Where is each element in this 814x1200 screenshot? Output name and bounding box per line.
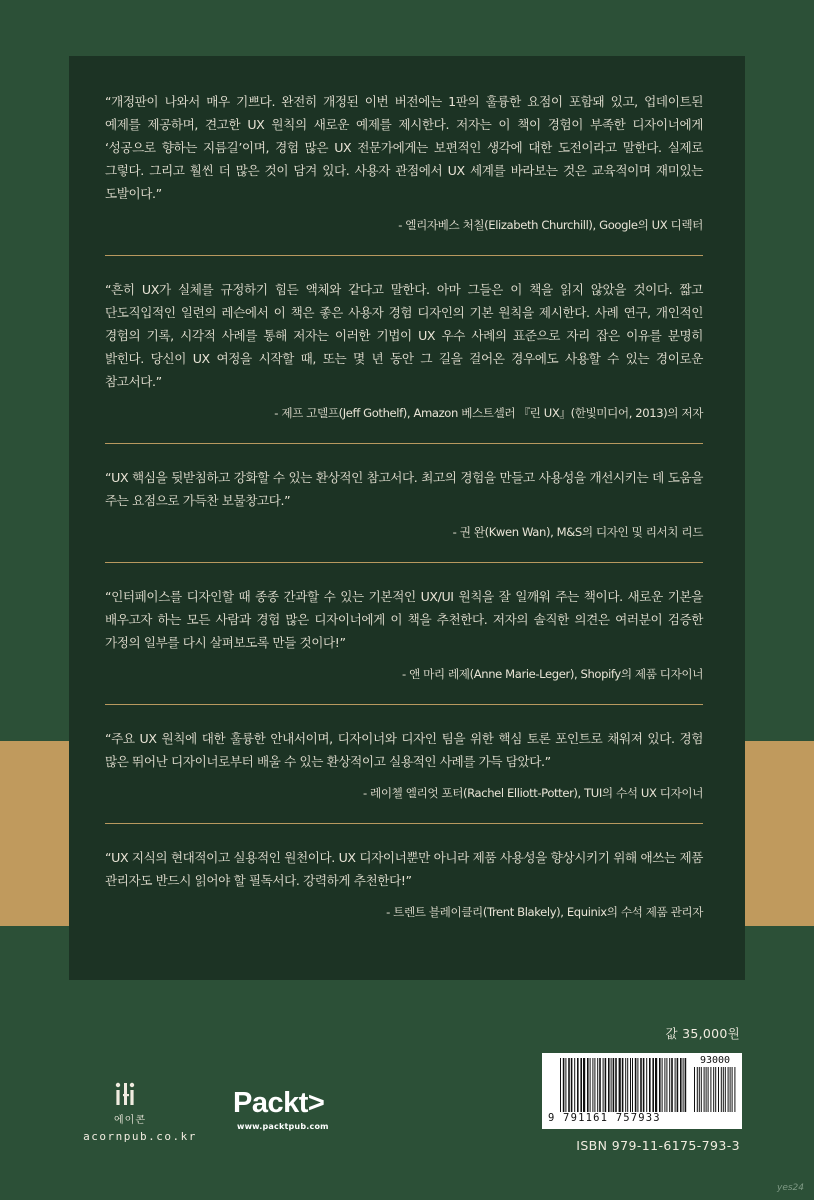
divider [105, 704, 703, 705]
acorn-url: acornpub.co.kr [83, 1130, 197, 1143]
barcode-bar [605, 1058, 607, 1112]
barcode-bar [701, 1067, 702, 1112]
packt-wordmark: Packt> [233, 1087, 325, 1119]
barcode-bar [728, 1067, 729, 1112]
barcode-bar [580, 1058, 582, 1112]
barcode-bar [721, 1067, 722, 1112]
barcode-bar [630, 1058, 631, 1112]
acorn-publishing-logo [70, 1080, 220, 1150]
review [105, 585, 703, 683]
barcode-bar [704, 1067, 705, 1112]
barcode-bar [587, 1058, 589, 1112]
barcode-bar [565, 1058, 566, 1112]
ean-barcode-bars [560, 1058, 688, 1112]
review-author: - 제프 고델프(Jeff Gothelf), Amazon 베스트셀러 『린 UX』(한빛미디어, 2013)의 저자 [274, 406, 703, 420]
barcode-bar [732, 1067, 733, 1112]
barcode-bar [627, 1058, 628, 1112]
addon-barcode-bars [694, 1067, 738, 1112]
barcode-bar [613, 1058, 615, 1112]
barcode-bar [577, 1058, 579, 1112]
review-author: - 엘리자베스 처칠(Elizabeth Churchill), Google의 UX 디렉터 [398, 218, 703, 232]
barcode-bar [597, 1058, 598, 1112]
barcode-bar [571, 1058, 573, 1112]
barcode-bar [622, 1058, 624, 1112]
barcode-bar [662, 1058, 663, 1112]
review-quote: “개정판이 나와서 매우 기쁘다. 완전히 개정된 이번 버전에는 1판의 훌륭한 요점이 포함돼 있고, 업데이트된 예제를 제공하며, 견고한 UX 원칙의 새로운 예제를 제시한다. 저자는 이 책이 경험이 부족한 디자이너에게 ‘성공으로 향하는 지름길’이며, 경험 많은 UX 전문가에게는 보편적인 생각에 대한 도전이라고 말한다. 실제로 그렇다. 그리고 훨씬 더 많은 것이 담겨 있다. 사용자 관점에서 UX 세계를 바라보는 것은 교육적이며 재미있는 도발이다.” [105, 94, 703, 201]
review-author: - 트렌트 블레이클리(Trent Blakely), Equinix의 수석 제품 관리자 [386, 905, 703, 919]
barcode-bar [725, 1067, 726, 1112]
review-quote: “흔히 UX가 실체를 규정하기 힘든 액체와 같다고 말한다. 아마 그들은 이 책을 읽지 않았을 것이다. 짧고 단도직입적인 일련의 레슨에서 이 책은 좋은 사용자 경험 디자인의 기본 원칙을 제시한다. 사례 연구, 개인적인 경험의 기록, 시각적 사례를 통해 저자는 이러한 기법이 UX 우수 사례의 표준으로 자리 잡은 이유를 분명히 밝힌다. 당신이 UX 여정을 시작할 때, 또는 몇 년 동안 그 길을 걸어온 경우에도 사용할 수 있는 경이로운 참고서다.” [105, 282, 703, 389]
packt-url: www.packtpub.com [237, 1122, 329, 1131]
barcode-bar [652, 1058, 654, 1112]
barcode-bar [655, 1058, 657, 1112]
barcode-bar [592, 1058, 593, 1112]
review [105, 90, 703, 234]
barcode-bar [603, 1058, 604, 1112]
barcode-bar [699, 1067, 700, 1112]
barcode-bar [583, 1058, 585, 1112]
barcode-bar [615, 1058, 617, 1112]
barcode-bar [694, 1067, 695, 1112]
barcode-bar [619, 1058, 621, 1112]
barcode-bar [563, 1058, 565, 1112]
barcode-bar [713, 1067, 714, 1112]
divider [105, 255, 703, 256]
barcode-bar [710, 1067, 711, 1112]
isbn-label: ISBN 979-11-6175-793-3 [576, 1138, 740, 1153]
barcode-bar [675, 1058, 676, 1112]
barcode-bar [599, 1058, 601, 1112]
barcode-bar [646, 1058, 647, 1112]
packt-logo [233, 1086, 343, 1136]
barcode-ean-digits: 9 791161 757933 [548, 1112, 661, 1124]
barcode-bar [685, 1058, 687, 1112]
review-quote: “주요 UX 원칙에 대한 훌륭한 안내서이며, 디자이너와 디자인 팀을 위한 핵심 토론 포인트로 채워져 있다. 경험 많은 뛰어난 디자이너로부터 배울 수 있는 환상적이고 실용적인 사례를 가득 담았다.” [105, 731, 703, 769]
barcode-bar [640, 1058, 642, 1112]
review [105, 846, 703, 921]
review-author: - 레이첼 엘리엇 포터(Rachel Elliott-Potter), TUI의 수석 UX 디자이너 [362, 786, 703, 800]
barcode-bar [666, 1058, 667, 1112]
barcode-bar [734, 1067, 735, 1112]
review [105, 727, 703, 802]
barcode-bar [677, 1058, 679, 1112]
divider [105, 823, 703, 824]
divider [105, 443, 703, 444]
review-author: - 앤 마리 레제(Anne Marie-Leger), Shopify의 제품 디자이너 [401, 667, 703, 681]
acorn-korean-name: 에이콘 [114, 1115, 146, 1126]
barcode-bar [632, 1058, 633, 1112]
barcode-bar [635, 1058, 637, 1112]
barcode-bar [680, 1058, 682, 1112]
barcode-bar [718, 1067, 719, 1112]
barcode-bar [649, 1058, 651, 1112]
review-quote: “UX 핵심을 뒷받침하고 강화할 수 있는 환상적인 참고서다. 최고의 경험을 만들고 사용성을 개선시키는 데 도움을 주는 요점으로 가득찬 보물창고다.” [105, 470, 703, 508]
barcode [542, 1053, 742, 1129]
divider [105, 562, 703, 563]
review-quote: “UX 지식의 현대적이고 실용적인 원천이다. UX 디자이너뿐만 아니라 제품 사용성을 향상시키기 위해 애쓰는 제품 관리자도 반드시 읽어야 할 필독서다. 강력하게 추천한다!” [105, 850, 703, 888]
barcode-addon-digits: 93000 [699, 1055, 731, 1066]
review-author: - 권 완(Kwen Wan), M&S의 디자인 및 리서치 리드 [452, 525, 703, 539]
barcode-bar [730, 1067, 731, 1112]
review-quote: “인터페이스를 디자인할 때 종종 간과할 수 있는 기본적인 UX/UI 원칙을 잘 일깨워 주는 책이다. 새로운 기본을 배우고자 하는 모든 사람과 경험 많은 디자이너에게 이 책을 추천한다. 저자의 솔직한 의견은 여러분이 검증한 가정의 일부를 다시 살펴보도록 만들 것이다!” [105, 589, 703, 650]
barcode-bar [664, 1058, 665, 1112]
barcode-bar [590, 1058, 591, 1112]
barcode-bar [697, 1067, 698, 1112]
barcode-bar [708, 1067, 709, 1112]
watermark: yes24 [777, 1183, 805, 1193]
barcode-bar [643, 1058, 645, 1112]
acorn-logo-mark [114, 1080, 142, 1110]
review [105, 466, 703, 541]
barcode-bar [574, 1058, 575, 1112]
barcode-bar [594, 1058, 595, 1112]
barcode-bar [637, 1058, 638, 1112]
barcode-bar [706, 1067, 707, 1112]
review [105, 278, 703, 422]
barcode-bar [659, 1058, 661, 1112]
barcode-bar [669, 1058, 670, 1112]
barcode-bar [568, 1058, 570, 1112]
barcode-bar [611, 1058, 612, 1112]
barcode-bar [671, 1058, 673, 1112]
barcode-bar [625, 1058, 626, 1112]
barcode-bar [560, 1058, 561, 1112]
review-panel [69, 56, 745, 980]
barcode-bar [608, 1058, 610, 1112]
barcode-bar [683, 1058, 684, 1112]
barcode-bar [715, 1067, 716, 1112]
barcode-bar [723, 1067, 724, 1112]
price-label: 값 35,000원 [665, 1026, 740, 1041]
